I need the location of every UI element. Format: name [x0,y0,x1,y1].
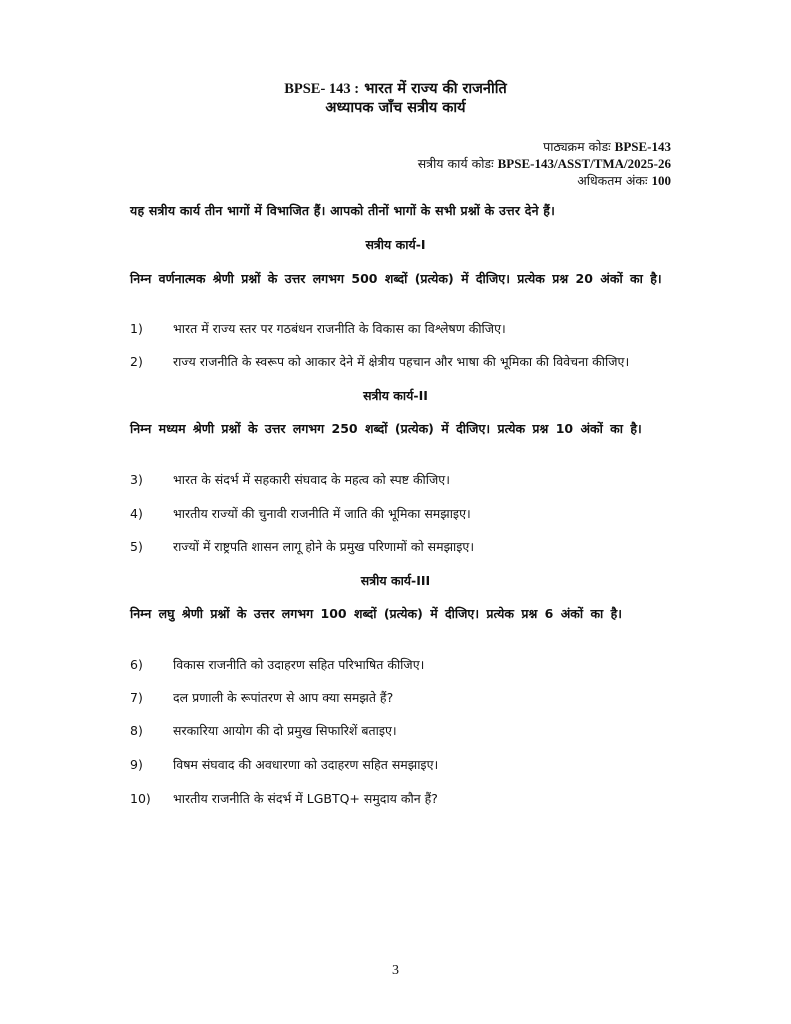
course-code-line [418,138,671,155]
question-number: 7) [130,690,143,705]
course-title [0,80,791,99]
question-text: भारतीय राज्यों की चुनावी राजनीति में जाति की भूमिका समझाइए। [173,506,471,521]
document-subtitle: अध्यापक जाँच सत्रीय कार्य [325,100,466,116]
section-heading-1 [0,236,791,253]
max-marks-value: 100 [651,173,671,188]
question-text: विकास राजनीति को उदाहरण सहित परिभाषित कीजिए। [173,657,425,672]
course-title-code: BPSE- 143 : [284,81,360,97]
question-text: दल प्रणाली के रूपांतरण से आप क्या समझते हैं? [173,690,394,705]
question-text: राज्यों में राष्ट्रपति शासन लागू होने के प्रमुख परिणामों को समझाइए। [173,539,475,554]
page-number: 3 [392,963,399,978]
question-text: भारत में राज्य स्तर पर गठबंधन राजनीति के विकास का विश्लेषण कीजिए। [173,321,506,336]
question-text: भारतीय राजनीति के संदर्भ में LGBTQ+ समुदाय कौन हैं? [173,791,438,806]
assignment-code-value: BPSE-143/ASST/TMA/2025-26 [497,156,671,171]
question-number: 3) [130,472,143,487]
question-number: 9) [130,757,143,772]
section-heading-text: सत्रीय कार्य-III [360,573,431,588]
section-instruction-1: निम्न वर्णनात्मक श्रेणी प्रश्नों के उत्तर लगभग 500 शब्दों (प्रत्येक) में दीजिए। प्रत्येक प्रश्न 20 अंकों का है। [130,271,662,286]
section-heading-2 [0,387,791,404]
section-heading-text: सत्रीय कार्य-II [363,388,428,403]
question-text: राज्य राजनीति के स्वरूप को आकार देने में क्षेत्रीय पहचान और भाषा की भूमिका की विवेचना कीजिए। [173,354,630,369]
intro-instruction: यह सत्रीय कार्य तीन भागों में विभाजित हैं। आपको तीनों भागों के सभी प्रश्नों के उत्तर देने हैं। [130,203,556,218]
section-heading-3 [0,572,791,589]
question-number: 10) [130,791,151,806]
question-number: 5) [130,539,143,554]
question-number: 6) [130,657,143,672]
course-code-value: BPSE-143 [614,139,671,154]
max-marks-line [418,172,671,189]
course-code-label: पाठ्यक्रम कोडः [543,139,611,154]
assignment-code-label: सत्रीय कार्य कोडः [417,156,494,171]
section-instruction-3: निम्न लघु श्रेणी प्रश्नों के उत्तर लगभग 100 शब्दों (प्रत्येक) में दीजिए। प्रत्येक प्रश्न 6 अंकों का है। [130,606,623,621]
question-text: भारत के संदर्भ में सहकारी संघवाद के महत्व को स्पष्ट कीजिए। [173,472,450,487]
section-instruction-2: निम्न मध्यम श्रेणी प्रश्नों के उत्तर लगभग 250 शब्दों (प्रत्येक) में दीजिए। प्रत्येक प्रश्न 10 अंकों का है। [130,421,642,436]
question-number: 1) [130,321,143,336]
question-number: 8) [130,723,143,738]
question-text: विषम संघवाद की अवधारणा को उदाहरण सहित समझाइए। [173,757,439,772]
document-title [0,80,791,118]
section-heading-text: सत्रीय कार्य-I [365,237,426,252]
assignment-code-line [418,155,671,172]
question-text: सरकारिया आयोग की दो प्रमुख सिफारिशें बताइए। [173,723,397,738]
code-block [418,138,671,189]
question-number: 2) [130,354,143,369]
course-title-text: भारत में राज्य की राजनीति [364,81,507,97]
question-number: 4) [130,506,143,521]
max-marks-label: अधिकतम अंकः [577,173,648,188]
